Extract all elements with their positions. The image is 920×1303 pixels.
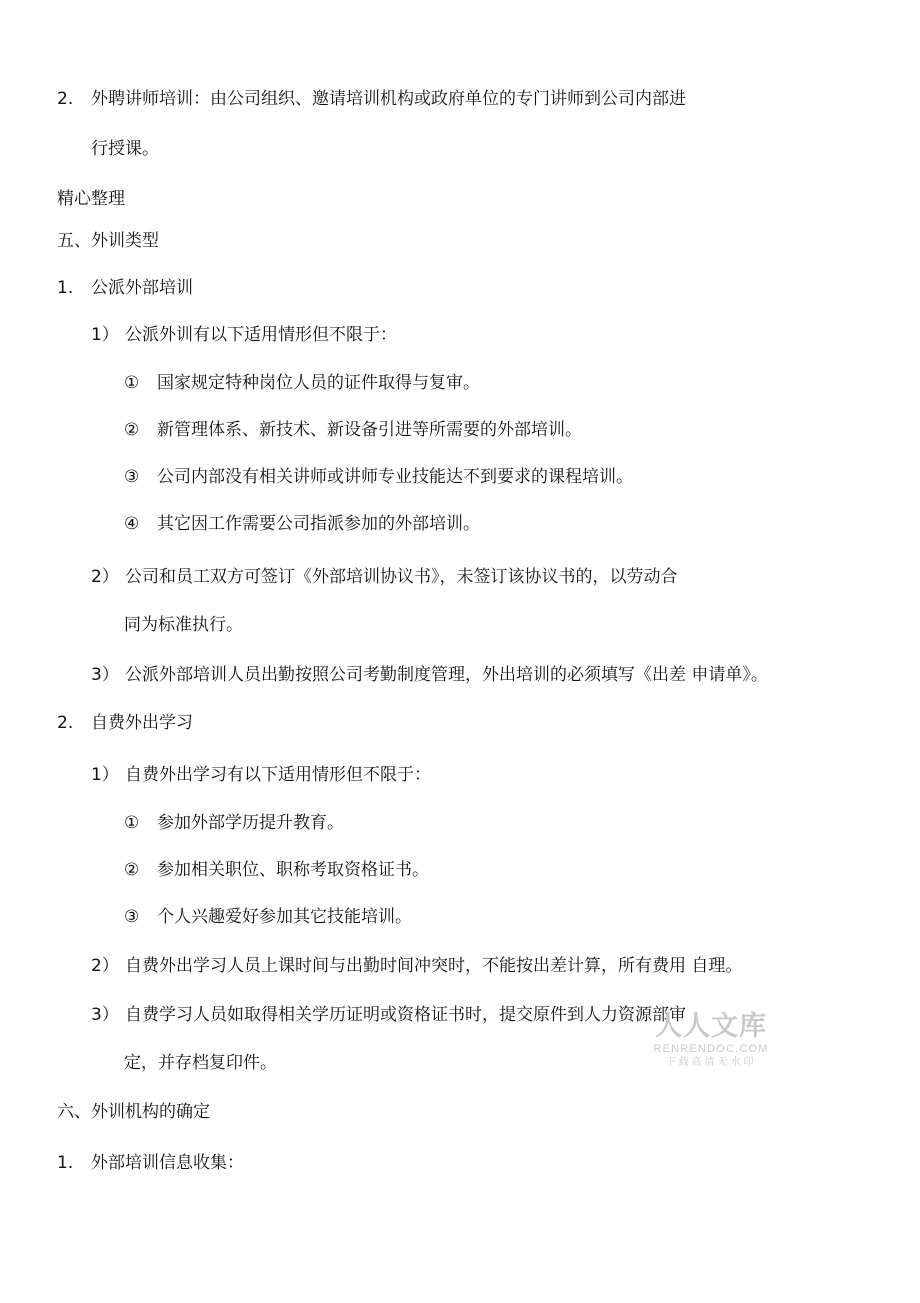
item-number: 1） <box>91 325 119 345</box>
item-text: 参加外部学历提升教育。 <box>157 813 344 833</box>
list-item <box>124 372 480 394</box>
item-number: 2. <box>57 713 74 733</box>
list-item <box>91 1004 686 1026</box>
item-text: 国家规定特种岗位人员的证件取得与复审。 <box>157 373 480 393</box>
subsection-heading <box>57 277 193 299</box>
item-text: 其它因工作需要公司指派参加的外部培训。 <box>157 514 480 534</box>
list-item <box>91 955 742 977</box>
list-item <box>91 764 431 786</box>
item-text: 公司内部没有相关讲师或讲师专业技能达不到要求的课程培训。 <box>157 467 633 487</box>
item-number: 1. <box>57 1153 74 1173</box>
item-text: 定，并存档复印件。 <box>124 1053 277 1073</box>
item-text: 自费学习人员如取得相关学历证明或资格证书时，提交原件到人力资源部审 <box>125 1005 686 1025</box>
item-text: 外部培训信息收集： <box>91 1153 244 1173</box>
item-text: 外聘讲师培训：由公司组织、邀请培训机构或政府单位的专门讲师到公司内部进 <box>91 89 686 109</box>
item-text: 自费外出学习人员上课时间与出勤时间冲突时，不能按出差计算，所有费用 自理。 <box>125 956 743 976</box>
item-text: 公派外部培训 <box>91 278 193 298</box>
list-item <box>91 664 768 686</box>
list-item <box>124 419 582 441</box>
item-number: ① <box>124 373 140 393</box>
item-text: 参加相关职位、职称考取资格证书。 <box>157 860 429 880</box>
watermark-title: 人人文库 <box>655 1011 767 1042</box>
item-number: ④ <box>124 514 140 534</box>
item-text: 新管理体系、新技术、新设备引进等所需要的外部培训。 <box>157 420 582 440</box>
item-text: 自费外出学习有以下适用情形但不限于： <box>125 765 431 785</box>
item-number: 3） <box>91 665 119 685</box>
header-note <box>57 188 125 210</box>
item-number: 2. <box>57 89 74 109</box>
subsection-heading <box>57 1152 244 1174</box>
item-number: ② <box>124 420 140 440</box>
item-continuation <box>124 614 243 636</box>
item-external-lecturer-training <box>57 88 686 110</box>
watermark-site: RENRENDOC.COM <box>653 1043 769 1055</box>
item-continuation <box>124 1052 277 1074</box>
list-item <box>124 812 344 834</box>
section-heading-five <box>57 230 159 252</box>
item-text: 自费外出学习 <box>91 713 193 733</box>
list-item <box>91 324 397 346</box>
item-continuation <box>91 138 159 160</box>
item-text: 行授课。 <box>91 139 159 159</box>
item-number: ② <box>124 860 140 880</box>
list-item <box>124 859 429 881</box>
watermark-subtitle: 下载高清无水印 <box>665 1057 757 1068</box>
item-number: ③ <box>124 467 140 487</box>
watermark-logo <box>646 1012 776 1069</box>
note-text: 精心整理 <box>57 189 125 209</box>
item-text: 公派外部培训人员出勤按照公司考勤制度管理，外出培训的必须填写《出差 申请单》。 <box>125 665 768 685</box>
list-item <box>124 906 412 928</box>
list-item <box>124 466 633 488</box>
item-text: 同为标准执行。 <box>124 615 243 635</box>
item-text: 公派外训有以下适用情形但不限于： <box>125 325 397 345</box>
item-number: 1. <box>57 278 74 298</box>
item-number: 2） <box>91 956 119 976</box>
item-text: 个人兴趣爱好参加其它技能培训。 <box>157 907 412 927</box>
item-number: ③ <box>124 907 140 927</box>
list-item <box>124 513 480 535</box>
item-number: 3） <box>91 1005 119 1025</box>
item-text: 公司和员工双方可签订《外部培训协议书》，未签订该协议书的，以劳动合 <box>125 567 678 587</box>
subsection-heading <box>57 712 193 734</box>
list-item <box>91 566 678 588</box>
section-heading-six <box>57 1101 210 1123</box>
item-number: ① <box>124 813 140 833</box>
heading-text: 五、外训类型 <box>57 231 159 251</box>
item-number: 2） <box>91 567 119 587</box>
item-number: 1） <box>91 765 119 785</box>
heading-text: 六、外训机构的确定 <box>57 1102 210 1122</box>
